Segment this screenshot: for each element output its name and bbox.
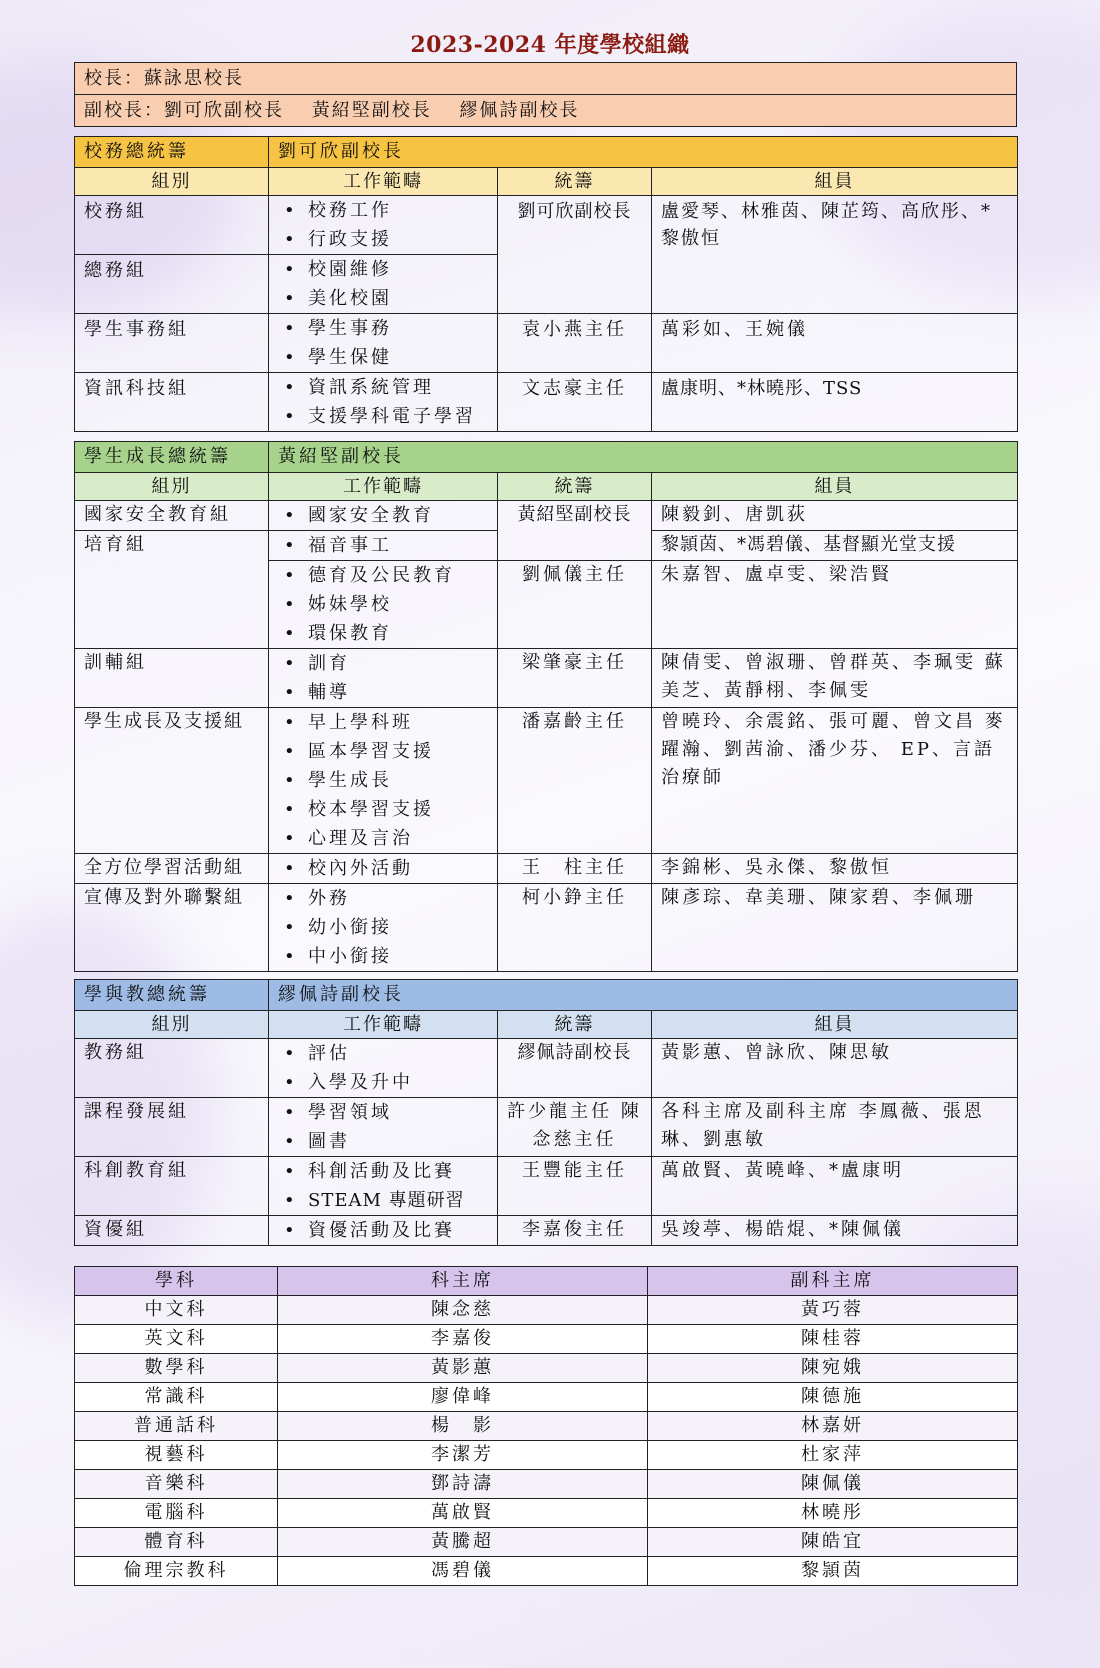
page-title: 2023-2024 年度學校組織 (410, 32, 690, 58)
coordinator-cell: 李嘉俊主任 (498, 1216, 652, 1246)
scope-cell (269, 1157, 498, 1216)
table-row (75, 373, 1018, 432)
col-subject: 學科 (75, 1267, 278, 1296)
members-cell: 陳毅釗、唐凱荻 (652, 501, 1018, 531)
table-row (75, 1354, 1018, 1383)
table-row (75, 1441, 1018, 1470)
coordinator-cell: 袁小燕主任 (498, 314, 652, 373)
head-cell: 黃騰超 (278, 1528, 648, 1557)
group-cell: 宣傳及對外聯繫組 (75, 884, 269, 972)
table-row (75, 1470, 1018, 1499)
head-cell: 黃影蕙 (278, 1354, 648, 1383)
col-coordinator: 統籌 (498, 168, 652, 196)
group-cell: 教務組 (75, 1039, 269, 1098)
col-members: 組員 (652, 473, 1018, 501)
deputy-cell: 杜家萍 (648, 1441, 1018, 1470)
col-group: 組別 (75, 1011, 269, 1039)
subject-cell: 中文科 (75, 1296, 278, 1325)
table-row (75, 1216, 1018, 1246)
deputy-cell: 黎頴茵 (648, 1557, 1018, 1586)
col-deputy: 副科主席 (648, 1267, 1018, 1296)
table-row (75, 1557, 1018, 1586)
scope-cell (269, 1098, 498, 1157)
scope-cell (269, 649, 498, 708)
subject-cell: 體育科 (75, 1528, 278, 1557)
table-row (75, 708, 1018, 854)
scope-cell (269, 708, 498, 854)
group-cell: 課程發展組 (75, 1098, 269, 1157)
col-group: 組別 (75, 473, 269, 501)
scope-item: • 心理及言治 (278, 824, 488, 853)
group-cell: 總務組 (75, 255, 269, 314)
scope-item: • 姊妹學校 (278, 590, 488, 619)
table-row (75, 1039, 1018, 1098)
scope-cell (269, 854, 498, 884)
col-coordinator: 統籌 (498, 1011, 652, 1039)
head-cell: 鄧詩濤 (278, 1470, 648, 1499)
subject-cell: 常識科 (75, 1383, 278, 1412)
table-header-row (75, 1267, 1018, 1296)
section-name: 學與教總統籌 (75, 980, 269, 1011)
col-head: 科主席 (278, 1267, 648, 1296)
table-row (75, 854, 1018, 884)
members-cell: 曾曉玲、余震銘、張可麗、曾文昌 麥躍瀚、劉茜渝、潘少芬、 EP、言語治療師 (652, 708, 1018, 854)
subject-cell: 英文科 (75, 1325, 278, 1354)
head-cell: 馮碧儀 (278, 1557, 648, 1586)
subject-cell: 數學科 (75, 1354, 278, 1383)
scope-item: • 訓育 (278, 649, 488, 678)
scope-item: • 校內外活動 (278, 854, 488, 883)
scope-cell (269, 884, 498, 972)
subject-cell: 視藝科 (75, 1441, 278, 1470)
scope-item: • 環保教育 (278, 619, 488, 648)
coordinator-cell: 劉佩儀主任 (498, 561, 652, 649)
group-cell: 培育組 (75, 531, 269, 649)
scope-item: • 中小銜接 (278, 942, 488, 971)
scope-item: • 早上學科班 (278, 708, 488, 737)
scope-item: • 學習領域 (278, 1098, 488, 1127)
group-cell: 學生成長及支援組 (75, 708, 269, 854)
scope-item: • 資訊系統管理 (278, 373, 488, 402)
section-head: 劉可欣副校長 (269, 137, 1018, 168)
section-head: 繆佩詩副校長 (269, 980, 1018, 1011)
members-cell: 盧愛琴、林雅茵、陳芷筠、高欣彤、*黎傲恒 (652, 196, 1018, 314)
members-cell: 萬啟賢、黃曉峰、*盧康明 (652, 1157, 1018, 1216)
col-members: 組員 (652, 168, 1018, 196)
scope-item: • 美化校園 (278, 284, 488, 313)
members-cell: 黎頴茵、*馮碧儀、基督顯光堂支援 (652, 531, 1018, 561)
head-cell: 廖偉峰 (278, 1383, 648, 1412)
leadership-box (74, 62, 1017, 127)
coordinator-cell: 繆佩詩副校長 (498, 1039, 652, 1098)
coordinator-cell: 許少龍主任 陳念慈主任 (498, 1098, 652, 1157)
subject-cell: 普通話科 (75, 1412, 278, 1441)
coordinator-cell: 柯小錚主任 (498, 884, 652, 972)
scope-cell (269, 1216, 498, 1246)
scope-cell (269, 255, 498, 314)
col-members: 組員 (652, 1011, 1018, 1039)
col-group: 組別 (75, 168, 269, 196)
scope-item: • 支援學科電子學習 (278, 402, 488, 431)
scope-item: • 校園維修 (278, 255, 488, 284)
scope-cell (269, 531, 498, 561)
scope-item: • 國家安全教育 (278, 501, 488, 530)
coordinator-cell: 潘嘉齡主任 (498, 708, 652, 854)
scope-item: • 科創活動及比賽 (278, 1157, 488, 1186)
group-cell: 全方位學習活動組 (75, 854, 269, 884)
deputy-cell: 陳皓宜 (648, 1528, 1018, 1557)
members-cell: 萬彩如、王婉儀 (652, 314, 1018, 373)
scope-cell (269, 314, 498, 373)
scope-item: • 輔導 (278, 678, 488, 707)
scope-item: • 圖書 (278, 1127, 488, 1156)
members-cell: 黃影蕙、曾詠欣、陳思敏 (652, 1039, 1018, 1098)
coordinator-cell: 文志豪主任 (498, 373, 652, 432)
head-cell: 李嘉俊 (278, 1325, 648, 1354)
table-row (75, 1098, 1018, 1157)
deputy-cell: 黃巧蓉 (648, 1296, 1018, 1325)
group-cell: 校務組 (75, 196, 269, 255)
members-cell: 盧康明、*林曉彤、TSS (652, 373, 1018, 432)
subject-cell: 倫理宗教科 (75, 1557, 278, 1586)
scope-item: • 入學及升中 (278, 1068, 488, 1097)
head-cell: 陳念慈 (278, 1296, 648, 1325)
deputy-cell: 陳宛娥 (648, 1354, 1018, 1383)
table-row (75, 501, 1018, 531)
subject-heads-table (74, 1266, 1018, 1586)
table-row (75, 1383, 1018, 1412)
group-cell: 國家安全教育組 (75, 501, 269, 531)
head-cell: 楊 影 (278, 1412, 648, 1441)
head-cell: 李潔芳 (278, 1441, 648, 1470)
table-row (75, 314, 1018, 373)
deputy-cell: 陳佩儀 (648, 1470, 1018, 1499)
subject-cell: 電腦科 (75, 1499, 278, 1528)
table-row (75, 649, 1018, 708)
scope-item: • 幼小銜接 (278, 913, 488, 942)
scope-item: • 德育及公民教育 (278, 561, 488, 590)
scope-item: • 福音事工 (278, 531, 488, 560)
scope-item: • 學生成長 (278, 766, 488, 795)
col-scope: 工作範疇 (269, 168, 498, 196)
head-cell: 萬啟賢 (278, 1499, 648, 1528)
principal-line: 校長：蘇詠思校長 (75, 63, 1017, 95)
col-scope: 工作範疇 (269, 473, 498, 501)
section-name: 學生成長總統籌 (75, 442, 269, 473)
table-row (75, 1412, 1018, 1441)
group-cell: 資訊科技組 (75, 373, 269, 432)
table-row (75, 196, 1018, 255)
coordinator-cell: 王 柱主任 (498, 854, 652, 884)
col-scope: 工作範疇 (269, 1011, 498, 1039)
table-row (75, 1157, 1018, 1216)
group-cell: 訓輔組 (75, 649, 269, 708)
scope-cell (269, 373, 498, 432)
scope-item: • 外務 (278, 884, 488, 913)
section-learning-teaching (74, 979, 1018, 1246)
deputy-cell: 林曉彤 (648, 1499, 1018, 1528)
group-cell: 資優組 (75, 1216, 269, 1246)
scope-item: • 校本學習支援 (278, 795, 488, 824)
table-row (75, 1325, 1018, 1354)
scope-cell (269, 196, 498, 255)
scope-item: • 行政支援 (278, 225, 488, 254)
section-head: 黃紹堅副校長 (269, 442, 1018, 473)
members-cell: 陳倩雯、曾淑珊、曾群英、李珮雯 蘇美芝、黃靜栩、李佩雯 (652, 649, 1018, 708)
table-row (75, 1296, 1018, 1325)
deputy-cell: 陳桂蓉 (648, 1325, 1018, 1354)
col-coordinator: 統籌 (498, 473, 652, 501)
subject-cell: 音樂科 (75, 1470, 278, 1499)
deputy-cell: 林嘉妍 (648, 1412, 1018, 1441)
members-cell: 李錦彬、吳永傑、黎傲恒 (652, 854, 1018, 884)
scope-item: • STEAM 專題研習 (278, 1186, 488, 1215)
section-name: 校務總統籌 (75, 137, 269, 168)
scope-item: • 學生事務 (278, 314, 488, 343)
coordinator-cell: 黃紹堅副校長 (498, 501, 652, 561)
scope-cell (269, 561, 498, 649)
scope-cell (269, 1039, 498, 1098)
deputy-cell: 陳德施 (648, 1383, 1018, 1412)
scope-item: • 資優活動及比賽 (278, 1216, 488, 1245)
members-cell: 陳彥琮、韋美珊、陳家碧、李佩珊 (652, 884, 1018, 972)
coordinator-cell: 梁肇豪主任 (498, 649, 652, 708)
section-student-growth (74, 441, 1018, 972)
scope-cell (269, 501, 498, 531)
members-cell: 吳竣葶、楊皓焜、*陳佩儀 (652, 1216, 1018, 1246)
coordinator-cell: 王豐能主任 (498, 1157, 652, 1216)
table-row (75, 884, 1018, 972)
table-row (75, 1528, 1018, 1557)
table-row (75, 1499, 1018, 1528)
group-cell: 學生事務組 (75, 314, 269, 373)
section-admin (74, 136, 1018, 432)
members-cell: 朱嘉智、盧卓雯、梁浩賢 (652, 561, 1018, 649)
scope-item: • 評估 (278, 1039, 488, 1068)
vice-principals-line: 副校長：劉可欣副校長 黃紹堅副校長 繆佩詩副校長 (75, 95, 1017, 127)
scope-item: • 區本學習支援 (278, 737, 488, 766)
scope-item: • 校務工作 (278, 196, 488, 225)
scope-item: • 學生保健 (278, 343, 488, 372)
members-cell: 各科主席及副科主席 李鳳薇、張恩琳、劉惠敏 (652, 1098, 1018, 1157)
group-cell: 科創教育組 (75, 1157, 269, 1216)
coordinator-cell: 劉可欣副校長 (498, 196, 652, 314)
